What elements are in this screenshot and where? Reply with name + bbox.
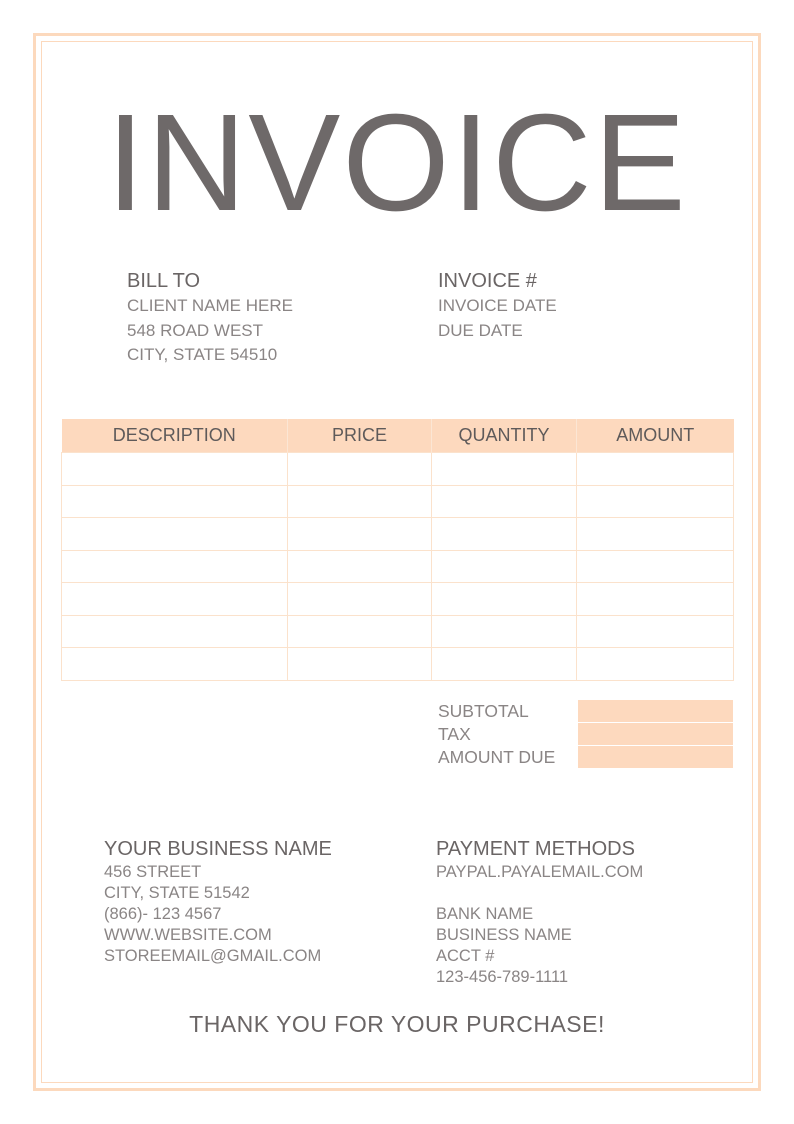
bill-to-heading: BILL TO xyxy=(127,270,201,292)
amount-due-label: AMOUNT DUE xyxy=(438,747,556,767)
invoice-info-section xyxy=(438,268,557,343)
bank-business-name: BUSINESS NAME xyxy=(436,926,572,944)
cell-quantity[interactable] xyxy=(432,648,577,681)
payment-section xyxy=(436,836,643,988)
totals-section xyxy=(438,700,733,769)
table-row xyxy=(62,615,734,648)
cell-amount[interactable] xyxy=(577,615,734,648)
business-phone: (866)- 123 4567 xyxy=(104,905,222,923)
line-items-table xyxy=(61,419,734,681)
cell-quantity[interactable] xyxy=(432,485,577,518)
cell-quantity[interactable] xyxy=(432,615,577,648)
column-amount: AMOUNT xyxy=(577,419,734,453)
client-address: 548 ROAD WEST xyxy=(127,320,264,340)
cell-description[interactable] xyxy=(62,518,288,551)
invoice-date-label: INVOICE DATE xyxy=(438,296,557,315)
thank-you-message: THANK YOU FOR YOUR PURCHASE! xyxy=(189,1011,605,1037)
tax-row xyxy=(438,723,733,746)
cell-price[interactable] xyxy=(288,583,432,616)
cell-amount[interactable] xyxy=(577,648,734,681)
cell-price[interactable] xyxy=(288,550,432,583)
client-name: CLIENT NAME HERE xyxy=(127,296,293,315)
cell-amount[interactable] xyxy=(577,485,734,518)
table-row xyxy=(62,648,734,681)
column-description: DESCRIPTION xyxy=(62,419,288,453)
bank-name: BANK NAME xyxy=(436,905,534,923)
table-row xyxy=(62,485,734,518)
account-number: 123-456-789-1111 xyxy=(436,968,569,986)
amount-due-row xyxy=(438,746,733,769)
cell-amount[interactable] xyxy=(577,518,734,551)
client-city-state: CITY, STATE 54510 xyxy=(127,345,278,364)
cell-description[interactable] xyxy=(62,550,288,583)
cell-amount[interactable] xyxy=(577,550,734,583)
cell-price[interactable] xyxy=(288,453,432,486)
business-name: YOUR BUSINESS NAME xyxy=(104,838,332,860)
column-price: PRICE xyxy=(288,419,432,453)
cell-quantity[interactable] xyxy=(432,453,577,486)
business-street: 456 STREET xyxy=(104,863,202,881)
invoice-number-heading: INVOICE # xyxy=(438,270,537,292)
table-row xyxy=(62,583,734,616)
paypal-email: PAYPAL.PAYALEMAIL.COM xyxy=(436,863,644,881)
table-row xyxy=(62,518,734,551)
cell-description[interactable] xyxy=(62,648,288,681)
subtotal-label: SUBTOTAL xyxy=(438,701,529,721)
spacer xyxy=(436,883,643,904)
payment-methods-heading: PAYMENT METHODS xyxy=(436,838,635,860)
cell-description[interactable] xyxy=(62,615,288,648)
subtotal-value[interactable] xyxy=(578,700,733,722)
cell-quantity[interactable] xyxy=(432,518,577,551)
due-date-label: DUE DATE xyxy=(438,320,523,340)
cell-price[interactable] xyxy=(288,648,432,681)
column-quantity: QUANTITY xyxy=(432,419,577,453)
cell-amount[interactable] xyxy=(577,453,734,486)
bill-to-section xyxy=(127,268,293,368)
business-website: WWW.WEBSITE.COM xyxy=(104,926,272,944)
tax-value[interactable] xyxy=(578,723,733,745)
cell-amount[interactable] xyxy=(577,583,734,616)
cell-quantity[interactable] xyxy=(432,550,577,583)
subtotal-row xyxy=(438,700,733,723)
cell-price[interactable] xyxy=(288,615,432,648)
amount-due-value[interactable] xyxy=(578,746,733,768)
cell-description[interactable] xyxy=(62,453,288,486)
cell-price[interactable] xyxy=(288,485,432,518)
cell-description[interactable] xyxy=(62,583,288,616)
tax-label: TAX xyxy=(438,724,471,744)
cell-price[interactable] xyxy=(288,518,432,551)
business-email: STOREEMAIL@GMAIL.COM xyxy=(104,947,322,965)
cell-quantity[interactable] xyxy=(432,583,577,616)
table-header-row xyxy=(62,419,734,453)
invoice-title: INVOICE xyxy=(106,86,688,240)
business-city-state: CITY, STATE 51542 xyxy=(104,884,250,902)
cell-description[interactable] xyxy=(62,485,288,518)
table-row xyxy=(62,550,734,583)
table-row xyxy=(62,453,734,486)
business-section xyxy=(104,836,332,967)
account-label: ACCT # xyxy=(436,947,495,965)
